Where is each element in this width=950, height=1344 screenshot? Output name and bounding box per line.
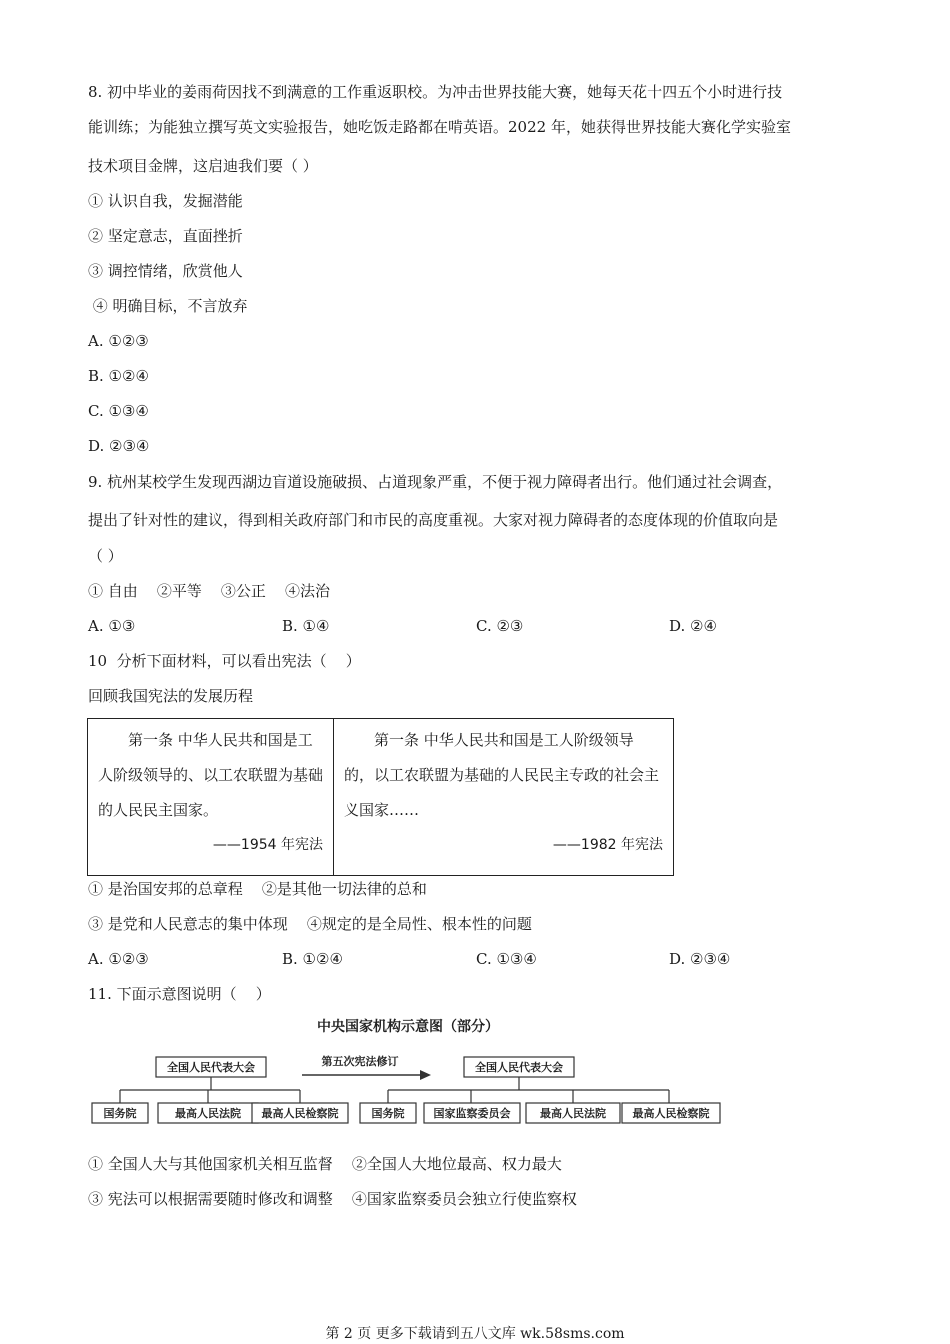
q10-stem: 10 分析下面材料，可以看出宪法（ ） (88, 652, 361, 670)
constitution-1954-text: 第一条 中华人民共和国是工人阶级领导的、以工农联盟为基础的人民民主国家。 (98, 731, 324, 819)
constitution-table (87, 718, 674, 876)
q10-option-c: C. ①③④ (476, 950, 537, 968)
q8-option-a: A. ①②③ (88, 332, 149, 350)
left-state-council-label: 国务院 (103, 1107, 137, 1120)
right-state-council-label: 国务院 (371, 1107, 405, 1120)
q8-option-b: B. ①②④ (88, 367, 149, 385)
q10-option-a: A. ①②③ (88, 950, 149, 968)
supervisory-commission-label: 国家监察委员会 (433, 1107, 511, 1120)
constitution-1982-source: ——1982 年宪法 (552, 837, 663, 853)
right-npc-label: 全国人民代表大会 (475, 1061, 563, 1074)
q10-intro: 回顾我国宪法的发展历程 (88, 687, 254, 705)
page-footer: 第 2 页 更多下载请到五八文库 wk.58sms.com (325, 1326, 625, 1342)
q9-items: ① 自由 ②平等 ③公正 ④法治 (88, 582, 330, 600)
q10-option-b: B. ①②④ (282, 950, 343, 968)
q8-option-d: D. ②③④ (88, 437, 150, 455)
q9-option-a: A. ①③ (88, 617, 136, 635)
constitution-1982-text: 第一条 中华人民共和国是工人阶级领导的，以工农联盟为基础的人民民主专政的社会主义国家…… (344, 731, 660, 819)
diagram-title: 中央国家机构示意图（部分） (317, 1019, 499, 1035)
q9-stem-line-2: 提出了针对性的建议，得到相关政府部门和市民的高度重视。大家对视力障碍者的态度体现的价值取向是 (88, 511, 779, 529)
q8-stem-line-2: 能训练；为能独立撰写英文实验报告，她吃饭走路都在啃英语。2022 年，她获得世界技能大赛化学实验室 (88, 118, 791, 136)
q10-items-line-2: ③ 是党和人民意志的集中体现 ④规定的是全局性、根本性的问题 (88, 915, 532, 933)
q10-items-line-1: ① 是治国安邦的总章程 ②是其他一切法律的总和 (88, 880, 427, 898)
q8-item-4: ④ 明确目标，不言放弃 (88, 297, 248, 315)
q11-items-line-1: ① 全国人大与其他国家机关相互监督 ②全国人大地位最高、权力最大 (88, 1155, 562, 1173)
q10-option-d: D. ②③④ (669, 950, 731, 968)
constitution-1954-cell (88, 719, 334, 876)
constitution-1982-cell (334, 719, 674, 876)
right-supreme-court-label: 最高人民法院 (540, 1107, 606, 1120)
q8-item-2: ② 坚定意志，直面挫折 (88, 227, 243, 245)
q8-item-1: ① 认识自我，发掘潜能 (88, 192, 243, 210)
q11-stem: 11. 下面示意图说明（ ） (88, 985, 271, 1003)
q8-item-3: ③ 调控情绪，欣赏他人 (88, 262, 243, 280)
q11-items-line-2: ③ 宪法可以根据需要随时修改和调整 ④国家监察委员会独立行使监察权 (88, 1190, 577, 1208)
arrow-head-icon (420, 1070, 431, 1080)
q8-stem-line-3: 技术项目金牌，这启迪我们要（ ） (88, 157, 318, 175)
q9-option-d: D. ②④ (669, 617, 717, 635)
constitution-1954-source: ——1954 年宪法 (212, 837, 323, 853)
q9-option-c: C. ②③ (476, 617, 524, 635)
left-npc-label: 全国人民代表大会 (167, 1061, 255, 1074)
q9-stem-line-3: （ ） (88, 547, 123, 565)
left-supreme-court-label: 最高人民法院 (175, 1107, 241, 1120)
amendment-label: 第五次宪法修订 (321, 1055, 399, 1068)
q9-stem-line-1: 9. 杭州某校学生发现西湖边盲道设施破损、占道现象严重，不便于视力障碍者出行。他们通过社会调查， (88, 473, 783, 491)
left-procuratorate-label: 最高人民检察院 (261, 1107, 339, 1120)
q9-option-b: B. ①④ (282, 617, 330, 635)
q8-stem-line-1: 8. 初中毕业的姜雨荷因找不到满意的工作重返职校。为冲击世界技能大赛，她每天花十四五个小时进行技 (88, 83, 783, 101)
right-procuratorate-label: 最高人民检察院 (632, 1107, 710, 1120)
q8-option-c: C. ①③④ (88, 402, 149, 420)
state-organs-diagram (88, 1015, 728, 1130)
